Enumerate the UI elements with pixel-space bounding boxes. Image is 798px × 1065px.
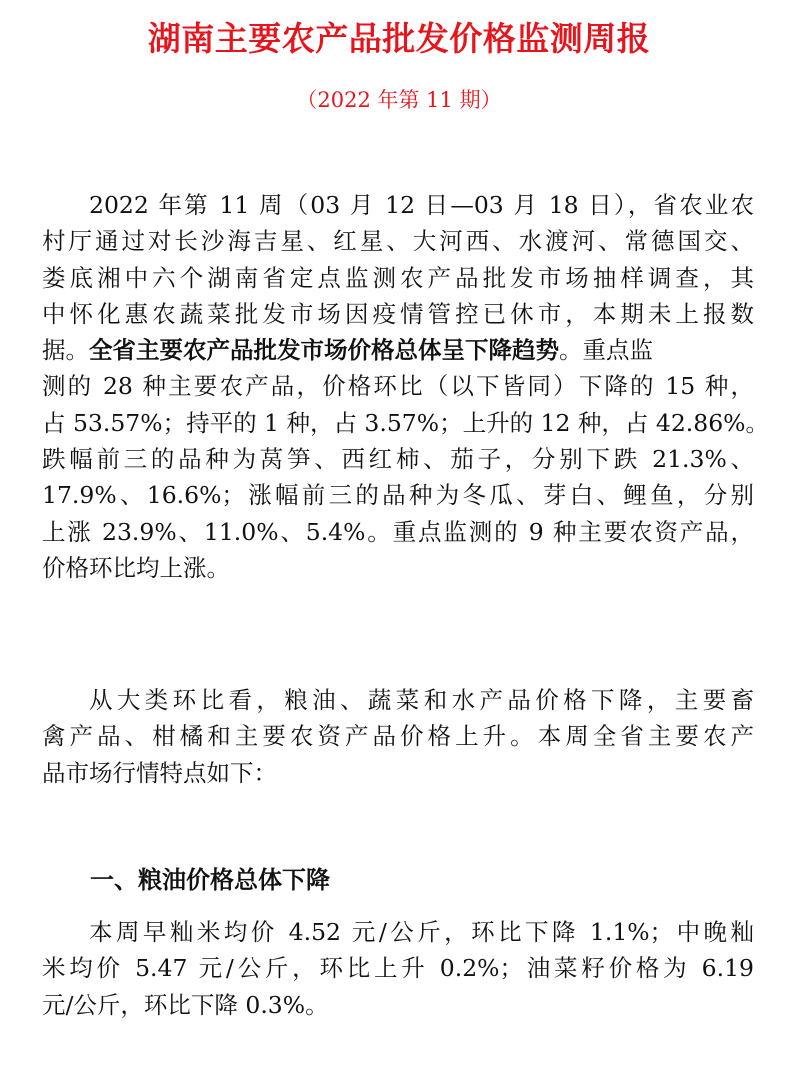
issue-number: （2022 年第 11 期） <box>296 88 502 112</box>
intro-paragraph <box>42 187 770 586</box>
text-line: 2022 年第 11 周（03 月 12 日—03 月 18 日），省农业农 <box>89 191 754 219</box>
report-title: 湖南主要农产品批发价格监测周报 <box>147 19 651 58</box>
section-heading: 一、粮油价格总体下降 <box>90 865 330 894</box>
text-line: 17.9%、16.6%；涨幅前三的品种为冬瓜、芽白、鲤鱼，分别 <box>42 481 754 510</box>
text-line: 村厅通过对长沙海吉星、红星、大河西、水渡河、常德国交、 <box>42 227 754 256</box>
summary-paragraph <box>42 682 754 791</box>
text-line: 占 53.57%；持平的 1 种，占 3.57%；上升的 12 种，占 42.86%。 <box>42 408 770 437</box>
grain-oil-paragraph <box>42 914 754 1023</box>
text-line: 中怀化惠农蔬菜批发市场因疫情管控已休市，本期未上报数 <box>42 299 754 328</box>
text-segment: 据。 <box>42 336 89 365</box>
text-line: 价格环比均上涨。 <box>42 553 230 582</box>
text-line: 米均价 5.47 元/公斤，环比上升 0.2%；油菜籽价格为 6.19 <box>42 954 754 983</box>
text-line: 品市场行情特点如下： <box>42 758 277 787</box>
text-line: 本周早籼米均价 4.52 元/公斤，环比下降 1.1%；中晚籼 <box>89 918 754 946</box>
text-line: 测的 28 种主要农产品，价格环比（以下皆同）下降的 15 种， <box>42 372 754 401</box>
text-segment: 。重点监 <box>559 336 653 365</box>
text-line: 娄底湘中六个湖南省定点监测农产品批发市场抽样调查，其 <box>42 263 754 292</box>
text-line: 上涨 23.9%、11.0%、5.4%。重点监测的 9 种主要农资产品， <box>42 517 754 546</box>
key-finding: 全省主要农产品批发市场价格总体呈下降趋势 <box>89 336 559 365</box>
text-line: 元/公斤，环比下降 0.3%。 <box>42 990 329 1019</box>
text-line <box>42 332 754 368</box>
text-line: 从大类环比看，粮油、蔬菜和水产品价格下降，主要畜 <box>89 686 754 714</box>
text-line: 跌幅前三的品种为莴笋、西红柿、茄子，分别下跌 21.3%、 <box>42 445 754 474</box>
text-line: 禽产品、柑橘和主要农资产品价格上升。本周全省主要农产 <box>42 722 754 751</box>
